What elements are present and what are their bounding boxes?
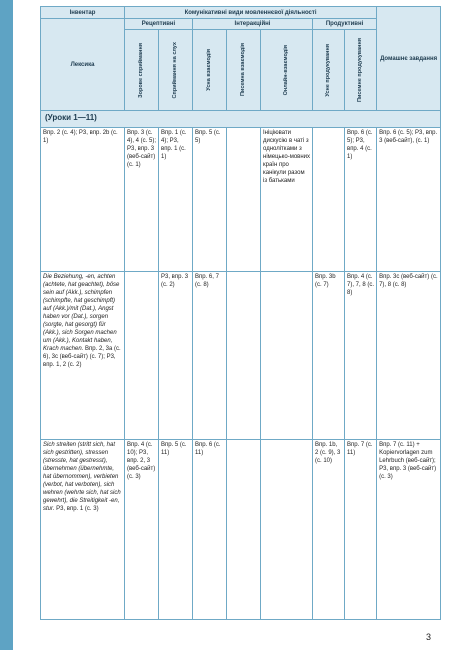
section-lessons: (Уроки 1—11) xyxy=(41,111,441,128)
oral-interaction-cell: Впр. 6 (с. 11) xyxy=(193,440,227,620)
online-interaction-cell xyxy=(261,440,313,620)
oral-interaction-cell: Впр. 6, 7 (с. 8) xyxy=(193,272,227,440)
col-written-interaction: Писемна взаємодія xyxy=(227,30,261,111)
table-row xyxy=(41,272,441,440)
homework-header: Домашнє завдання xyxy=(377,7,441,111)
lexis-vocabulary: Die Beziehung, -en, achten (achtete, hat geachtet), böse sein auf (Akk.), schimpfen (schimpfte, hat geschimpft) auf (Akk.)/mit (Dat.), Angst haben vor (Dat.), sorgen (sorgte, hat gesorgt) für (Akk.), sich Sorgen machen um (Akk.), Kontakt haben, Krach machen. xyxy=(43,274,120,352)
col-visual-reception: Зорове сприймання xyxy=(125,30,159,111)
oral-production-cell: Впр. 1b, 2 (с. 9), 3 (с. 10) xyxy=(313,440,345,620)
oral-production-cell: Впр. 3b (с. 7) xyxy=(313,272,345,440)
lexis-exercises: Впр. 2, 3а (с. 6), 3с (веб-сайт) (с. 7); Р3, впр. 1, 2 (с. 2) xyxy=(43,346,121,368)
curriculum-table xyxy=(40,6,441,620)
listening-cell: Р3, впр. 3 (с. 2) xyxy=(159,272,193,440)
homework-cell: Впр. 6 (с. 5); Р3, впр. 3 (веб-сайт), (с. 1) xyxy=(377,128,441,272)
lexis-exercises: Р3, впр. 1 (с. 3) xyxy=(56,506,99,512)
page-number: 3 xyxy=(426,632,432,642)
written-production-cell: Впр. 7 (с. 11) xyxy=(345,440,377,620)
lexis-cell xyxy=(41,128,125,272)
listening-cell: Впр. 1 (с. 4); Р3, впр. 1 (с. 1) xyxy=(159,128,193,272)
written-interaction-cell xyxy=(227,272,261,440)
col-written-production: Писемне продукування xyxy=(345,30,377,111)
lexis-exercises: Впр. 2 (с. 4); Р3, впр. 2b (с. 1) xyxy=(43,130,118,144)
communicative-kinds-header: Комунікативні види мовленнєвої діяльності xyxy=(125,7,377,19)
homework-cell: Впр. 7 (с. 11) + Kopiervorlagen zum Lehrbuch (веб-сайт); Р3, впр. 3 (веб-сайт) (с. 3) xyxy=(377,440,441,620)
lexis-vocabulary: Sich streiten (stritt sich, hat sich gestritten), stressen (stresste, hat gestresst), übernehmen (übernehmte, hat übernommen), verbieten (verbot, hat verboten), sich wehren (wehrte sich, hat sich gewehrt), die Streitigkeit -en, stur. xyxy=(43,442,121,512)
lexis-cell xyxy=(41,272,125,440)
listening-cell: Впр. 5 (с. 11) xyxy=(159,440,193,620)
visual-reception-cell xyxy=(125,272,159,440)
visual-reception-cell: Впр. 3 (с. 4), 4 (с. 5); Р3, впр. 3 (веб-сайт) (с. 1) xyxy=(125,128,159,272)
lexis-header: Лексика xyxy=(41,19,125,111)
receptive-header: Рецептивні xyxy=(125,19,193,30)
homework-cell: Впр. 3с (веб-сайт) (с. 7), 8 (с. 8) xyxy=(377,272,441,440)
lexis-cell xyxy=(41,440,125,620)
interactive-header: Інтеракційні xyxy=(193,19,313,30)
written-interaction-cell xyxy=(227,128,261,272)
oral-production-cell xyxy=(313,128,345,272)
table-row xyxy=(41,128,441,272)
visual-reception-cell: Впр. 4 (с. 10); Р3, впр. 2, 3 (веб-сайт) (с. 3) xyxy=(125,440,159,620)
table-row xyxy=(41,440,441,620)
inventory-header: Інвентар xyxy=(41,7,125,19)
oral-interaction-cell: Впр. 5 (с. 5) xyxy=(193,128,227,272)
col-online-interaction: Онлайн-взаємодія xyxy=(261,30,313,111)
col-oral-interaction: Усна взаємодія xyxy=(193,30,227,111)
curriculum-table-page xyxy=(40,6,440,620)
written-interaction-cell xyxy=(227,440,261,620)
written-production-cell: Впр. 6 (с. 5); Р3, впр. 4 (с. 1) xyxy=(345,128,377,272)
written-production-cell: Впр. 4 (с. 7), 7, 8 (с. 8) xyxy=(345,272,377,440)
col-listening: Сприймання на слух xyxy=(159,30,193,111)
col-oral-production: Усне продукування xyxy=(313,30,345,111)
productive-header: Продуктивні xyxy=(313,19,377,30)
online-interaction-cell: Ініціювати дискусію в чаті з однолітками з німецько-мовних країн про канікули разом із батьками xyxy=(261,128,313,272)
online-interaction-cell xyxy=(261,272,313,440)
side-color-strip xyxy=(0,0,13,650)
